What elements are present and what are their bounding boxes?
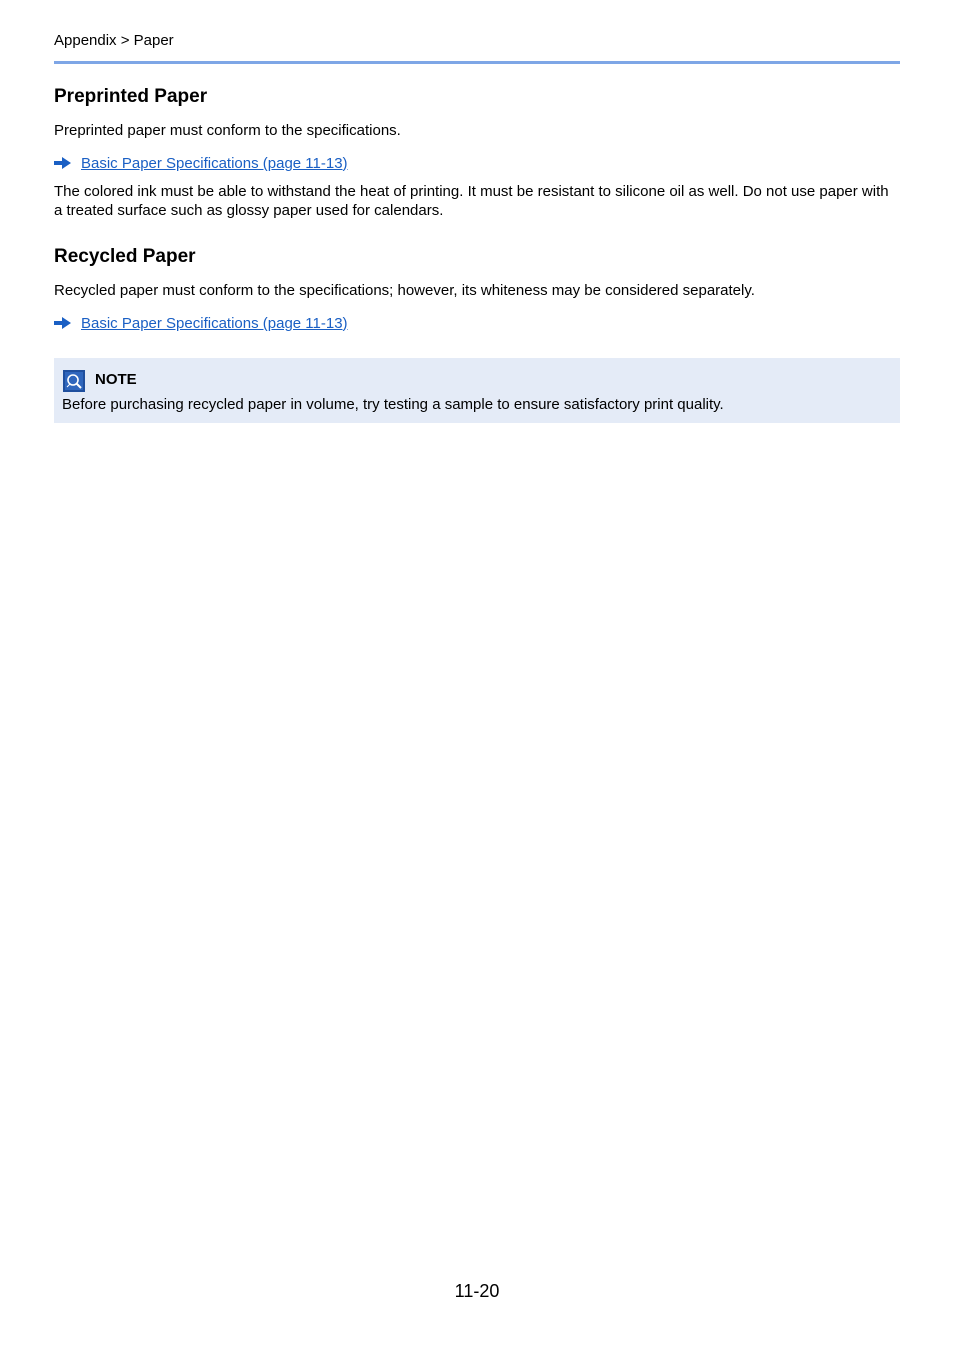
recycled-link-row[interactable] bbox=[54, 313, 348, 333]
arrow-right-icon bbox=[54, 317, 71, 329]
note-box bbox=[54, 358, 900, 423]
preprinted-link-row[interactable] bbox=[54, 153, 348, 173]
preprinted-intro: Preprinted paper must conform to the specifications. bbox=[54, 122, 401, 139]
note-icon bbox=[63, 370, 85, 392]
note-text: Before purchasing recycled paper in volume, try testing a sample to ensure satisfactory print quality. bbox=[62, 396, 724, 413]
recycled-intro: Recycled paper must conform to the specifications; however, its whiteness may be considered separately. bbox=[54, 282, 755, 299]
basic-paper-spec-link[interactable]: Basic Paper Specifications (page 11-13) bbox=[81, 154, 348, 172]
arrow-right-icon bbox=[54, 157, 71, 169]
header-divider bbox=[54, 61, 900, 64]
basic-paper-spec-link[interactable]: Basic Paper Specifications (page 11-13) bbox=[81, 314, 348, 332]
section-title-recycled: Recycled Paper bbox=[54, 246, 196, 267]
page-number: 11-20 bbox=[454, 1281, 500, 1301]
note-label: NOTE bbox=[95, 371, 137, 388]
section-title-preprinted: Preprinted Paper bbox=[54, 86, 208, 107]
preprinted-body: The colored ink must be able to withstand the heat of printing. It must be resistant to silicone oil as well. Do not use paper with a treated surface such as glossy paper used for calendars. bbox=[54, 183, 889, 219]
breadcrumb: Appendix > Paper bbox=[54, 32, 174, 49]
